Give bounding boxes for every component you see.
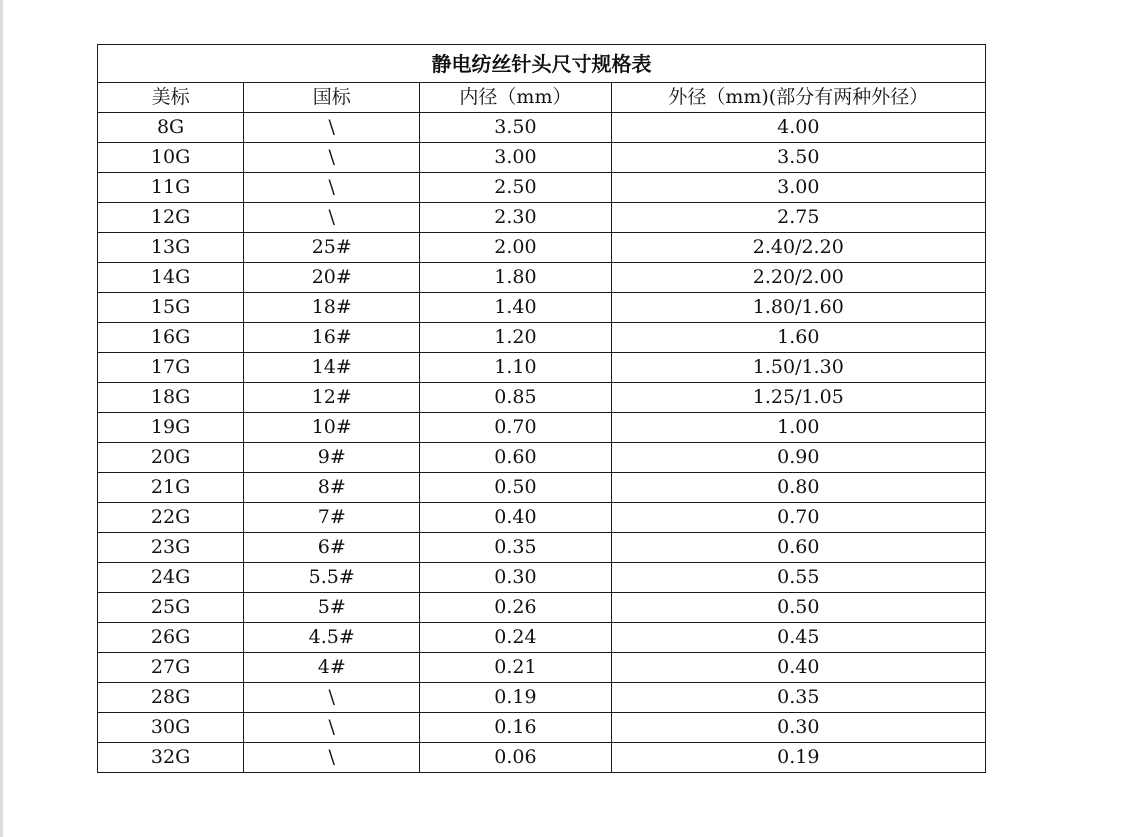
cell-outer-diameter: 2.40/2.20 xyxy=(611,233,985,263)
cell-cn-gauge: 5# xyxy=(244,593,420,623)
table-row xyxy=(98,323,986,353)
cell-inner-diameter: 0.35 xyxy=(420,533,611,563)
cell-inner-diameter: 1.40 xyxy=(420,293,611,323)
cell-us-gauge: 24G xyxy=(98,563,244,593)
cell-inner-diameter: 0.26 xyxy=(420,593,611,623)
cell-cn-gauge: 4.5# xyxy=(244,623,420,653)
cell-inner-diameter: 2.50 xyxy=(420,173,611,203)
cell-us-gauge: 26G xyxy=(98,623,244,653)
cell-cn-gauge: 16# xyxy=(244,323,420,353)
cell-outer-diameter: 2.75 xyxy=(611,203,985,233)
table-row xyxy=(98,623,986,653)
cell-us-gauge: 13G xyxy=(98,233,244,263)
cell-us-gauge: 12G xyxy=(98,203,244,233)
table-row xyxy=(98,743,986,773)
cell-outer-diameter: 0.30 xyxy=(611,713,985,743)
cell-inner-diameter: 0.21 xyxy=(420,653,611,683)
cell-outer-diameter: 0.40 xyxy=(611,653,985,683)
cell-cn-gauge: 20# xyxy=(244,263,420,293)
cell-cn-gauge: 5.5# xyxy=(244,563,420,593)
cell-inner-diameter: 0.70 xyxy=(420,413,611,443)
cell-inner-diameter: 0.85 xyxy=(420,383,611,413)
table-row xyxy=(98,563,986,593)
cell-us-gauge: 28G xyxy=(98,683,244,713)
cell-outer-diameter: 0.19 xyxy=(611,743,985,773)
cell-inner-diameter: 2.00 xyxy=(420,233,611,263)
table-row xyxy=(98,473,986,503)
table-row xyxy=(98,383,986,413)
table-row xyxy=(98,683,986,713)
table-row xyxy=(98,263,986,293)
table-row xyxy=(98,173,986,203)
table-title: 静电纺丝针头尺寸规格表 xyxy=(98,45,986,83)
cell-cn-gauge: 9# xyxy=(244,443,420,473)
table-row xyxy=(98,113,986,143)
cell-inner-diameter: 0.06 xyxy=(420,743,611,773)
table-body xyxy=(98,45,986,773)
cell-cn-gauge: \ xyxy=(244,113,420,143)
cell-inner-diameter: 0.60 xyxy=(420,443,611,473)
cell-outer-diameter: 3.50 xyxy=(611,143,985,173)
cell-outer-diameter: 3.00 xyxy=(611,173,985,203)
cell-us-gauge: 19G xyxy=(98,413,244,443)
cell-outer-diameter: 1.00 xyxy=(611,413,985,443)
header-inner-diameter: 内径（mm） xyxy=(420,83,611,113)
title-row xyxy=(98,45,986,83)
cell-us-gauge: 23G xyxy=(98,533,244,563)
cell-outer-diameter: 2.20/2.00 xyxy=(611,263,985,293)
cell-us-gauge: 10G xyxy=(98,143,244,173)
cell-cn-gauge: 14# xyxy=(244,353,420,383)
cell-cn-gauge: 10# xyxy=(244,413,420,443)
table-row xyxy=(98,653,986,683)
cell-us-gauge: 30G xyxy=(98,713,244,743)
cell-outer-diameter: 0.45 xyxy=(611,623,985,653)
cell-us-gauge: 17G xyxy=(98,353,244,383)
cell-inner-diameter: 1.20 xyxy=(420,323,611,353)
cell-outer-diameter: 4.00 xyxy=(611,113,985,143)
cell-inner-diameter: 0.40 xyxy=(420,503,611,533)
header-us-gauge: 美标 xyxy=(98,83,244,113)
cell-us-gauge: 32G xyxy=(98,743,244,773)
needle-spec-table xyxy=(97,44,986,773)
table-row xyxy=(98,353,986,383)
cell-inner-diameter: 1.80 xyxy=(420,263,611,293)
cell-outer-diameter: 0.70 xyxy=(611,503,985,533)
table-row xyxy=(98,233,986,263)
cell-us-gauge: 15G xyxy=(98,293,244,323)
cell-inner-diameter: 0.30 xyxy=(420,563,611,593)
cell-outer-diameter: 1.60 xyxy=(611,323,985,353)
table-row xyxy=(98,203,986,233)
cell-us-gauge: 14G xyxy=(98,263,244,293)
cell-cn-gauge: 8# xyxy=(244,473,420,503)
cell-cn-gauge: 18# xyxy=(244,293,420,323)
cell-cn-gauge: 7# xyxy=(244,503,420,533)
cell-inner-diameter: 3.50 xyxy=(420,113,611,143)
cell-inner-diameter: 3.00 xyxy=(420,143,611,173)
cell-cn-gauge: 6# xyxy=(244,533,420,563)
cell-us-gauge: 27G xyxy=(98,653,244,683)
cell-outer-diameter: 0.55 xyxy=(611,563,985,593)
cell-cn-gauge: \ xyxy=(244,743,420,773)
table-row xyxy=(98,593,986,623)
cell-cn-gauge: \ xyxy=(244,713,420,743)
header-outer-diameter: 外径（mm)(部分有两种外径） xyxy=(611,83,985,113)
cell-cn-gauge: \ xyxy=(244,203,420,233)
table-row xyxy=(98,503,986,533)
cell-outer-diameter: 0.35 xyxy=(611,683,985,713)
cell-outer-diameter: 0.80 xyxy=(611,473,985,503)
header-row xyxy=(98,83,986,113)
cell-inner-diameter: 0.50 xyxy=(420,473,611,503)
cell-us-gauge: 22G xyxy=(98,503,244,533)
table-row xyxy=(98,713,986,743)
cell-cn-gauge: 4# xyxy=(244,653,420,683)
cell-outer-diameter: 1.50/1.30 xyxy=(611,353,985,383)
cell-outer-diameter: 0.90 xyxy=(611,443,985,473)
cell-inner-diameter: 1.10 xyxy=(420,353,611,383)
table-row xyxy=(98,443,986,473)
cell-us-gauge: 25G xyxy=(98,593,244,623)
cell-cn-gauge: \ xyxy=(244,173,420,203)
cell-us-gauge: 20G xyxy=(98,443,244,473)
cell-outer-diameter: 1.25/1.05 xyxy=(611,383,985,413)
cell-cn-gauge: 25# xyxy=(244,233,420,263)
header-cn-gauge: 国标 xyxy=(244,83,420,113)
cell-us-gauge: 8G xyxy=(98,113,244,143)
cell-us-gauge: 18G xyxy=(98,383,244,413)
table-row xyxy=(98,413,986,443)
cell-us-gauge: 11G xyxy=(98,173,244,203)
table-row xyxy=(98,533,986,563)
cell-cn-gauge: \ xyxy=(244,683,420,713)
cell-us-gauge: 21G xyxy=(98,473,244,503)
table-row xyxy=(98,293,986,323)
page-left-edge xyxy=(0,0,3,837)
cell-inner-diameter: 0.16 xyxy=(420,713,611,743)
cell-outer-diameter: 0.60 xyxy=(611,533,985,563)
cell-outer-diameter: 1.80/1.60 xyxy=(611,293,985,323)
cell-inner-diameter: 0.24 xyxy=(420,623,611,653)
cell-cn-gauge: 12# xyxy=(244,383,420,413)
cell-outer-diameter: 0.50 xyxy=(611,593,985,623)
table-row xyxy=(98,143,986,173)
cell-cn-gauge: \ xyxy=(244,143,420,173)
cell-inner-diameter: 0.19 xyxy=(420,683,611,713)
cell-us-gauge: 16G xyxy=(98,323,244,353)
cell-inner-diameter: 2.30 xyxy=(420,203,611,233)
